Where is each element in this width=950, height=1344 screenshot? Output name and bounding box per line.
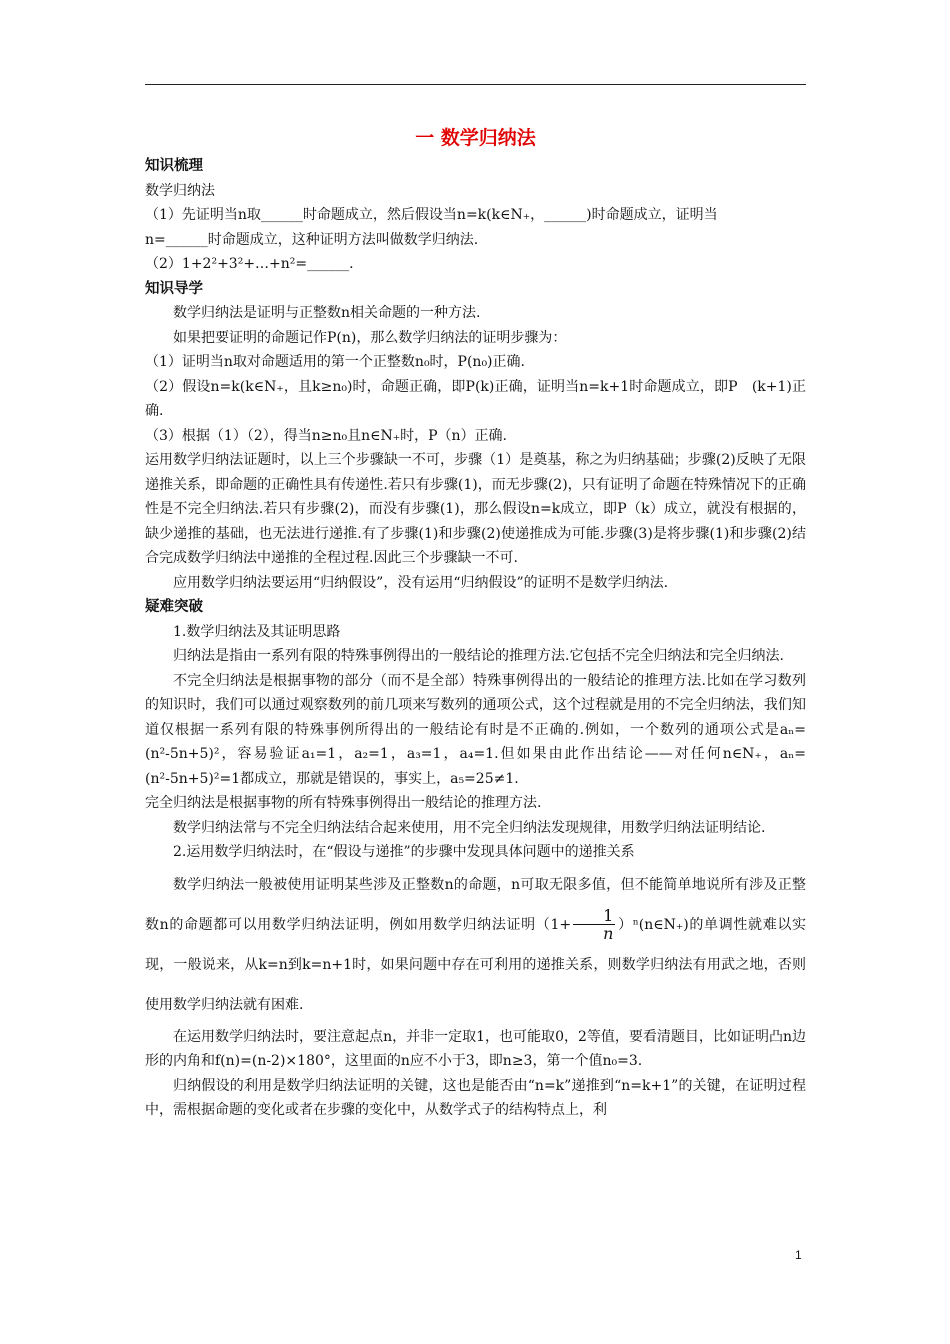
- fraction-numerator: 1: [573, 907, 615, 925]
- paragraph: 运用数学归纳法证题时，以上三个步骤缺一不可，步骤（1）是奠基，称之为归纳基础；步骤(2)反映了无限递推关系，即命题的正确性具有传递性.若只有步骤(1)，而无步骤(2)，只有证明了命题在特殊情况下的正确性是不完全归纳法.若只有步骤(2)，而没有步骤(1)，那么假设n=k成立，即P（k）成立，就没有根据的，缺少递推的基础，也无法进行递推.有了步骤(1)和步骤(2)使递推成为可能.步骤(3)是将步骤(1)和步骤(2)结合完成数学归纳法中递推的全程过程.因此三个步骤缺一不可.: [145, 452, 806, 566]
- subheading: 2.运用数学归纳法时，在“假设与递推”的步骤中发现具体问题中的递推关系: [173, 844, 635, 860]
- paragraph: 完全归纳法是根据事物的所有特殊事例得出一般结论的推理方法.: [145, 795, 542, 811]
- text-run: ）ⁿ(n∈N₊)的单调性就难以实现，一般说来，从k=n到k=n+1时，如果问题中存在可利用的递推关系，则数学归纳法有用武之地，否则使用数学归纳法就有困难.: [145, 916, 807, 1013]
- document-body: [145, 124, 806, 1123]
- paragraph: n=______时命题成立，这种证明方法叫做数学归纳法.: [145, 231, 479, 248]
- paragraph: （3）根据（1）（2），得当n≥n₀且n∈N₊时，P（n）正确.: [145, 427, 508, 444]
- section-heading-knowledge: 知识梳理: [145, 158, 203, 174]
- paragraph: 数学归纳法: [145, 182, 215, 199]
- section-heading-guide: 知识导学: [145, 280, 203, 297]
- page-title: 一 数学归纳法: [415, 127, 536, 149]
- paragraph-with-fraction: [145, 865, 806, 1025]
- paragraph: （2）1+2²+3²+…+n²=______.: [145, 256, 354, 272]
- text-run: 数学归纳法一般被使用证明某些涉及正整数n的命题，n可取无限多值，但不能简单地说所有涉及正整数n的命题都可以用数学归纳法证明，例如用数学归纳法证明（1+: [145, 876, 806, 933]
- section-heading-difficulties: 疑难突破: [145, 599, 203, 615]
- paragraph: 数学归纳法常与不完全归纳法结合起来使用，用不完全归纳法发现规律，用数学归纳法证明结论.: [173, 819, 766, 836]
- paragraph: （2）假设n=k(k∈N₊，且k≥n₀)时，命题正确，即P(k)正确，证明当n=k+1时命题成立，即P (k+1)正确.: [145, 378, 806, 419]
- paragraph: （1）先证明当n取______时命题成立，然后假设当n=k(k∈N₊，______)时命题成立，证明当: [145, 207, 718, 223]
- subheading: 1.数学归纳法及其证明思路: [173, 623, 341, 640]
- paragraph: 数学归纳法是证明与正整数n相关命题的一种方法.: [173, 305, 481, 321]
- header-rule: [145, 84, 806, 85]
- fraction-denominator: n: [603, 924, 614, 943]
- paragraph: 不完全归纳法是根据事物的部分（而不是全部）特殊事例得出的一般结论的推理方法.比如在学习数列的知识时，我们可以通过观察数列的前几项来写数列的通项公式，这个过程就是用的不完全归纳法，我们知道仅根据一系列有限的特殊事例所得出的一般结论有时是不正确的.例如，一个数列的通项公式是aₙ=(n²-5n+5)²，容易验证a₁=1，a₂=1，a₃=1，a₄=1.但如果由此作出结论——对任何n∈N₊，aₙ=(n²-5n+5)²=1都成立，那就是错误的，事实上，a₅=25≠1.: [145, 672, 806, 787]
- paragraph: 如果把要证明的命题记作P(n)，那么数学归纳法的证明步骤为：: [173, 329, 567, 346]
- paragraph: 归纳法是指由一系列有限的特殊事例得出的一般结论的推理方法.它包括不完全归纳法和完全归纳法.: [173, 648, 784, 664]
- paragraph: 归纳假设的利用是数学归纳法证明的关键，这也是能否由“n=k”递推到“n=k+1”的关键，在证明过程中，需根据命题的变化或者在步骤的变化中，从数学式子的结构特点上，利: [145, 1077, 806, 1118]
- paragraph: 在运用数学归纳法时，要注意起点n，并非一定取1，也可能取0，2等值，要看清题目，比如证明凸n边形的内角和f(n)=(n-2)×180°，这里面的n应不小于3，即n≥3，第一个值n₀=3.: [145, 1028, 806, 1069]
- fraction: [573, 907, 615, 942]
- paragraph: （1）证明当n取对命题适用的第一个正整数n₀时，P(n₀)正确.: [145, 354, 525, 370]
- paragraph: 应用数学归纳法要运用“归纳假设”，没有运用“归纳假设”的证明不是数学归纳法.: [173, 574, 669, 591]
- page-number: 1: [795, 1248, 802, 1262]
